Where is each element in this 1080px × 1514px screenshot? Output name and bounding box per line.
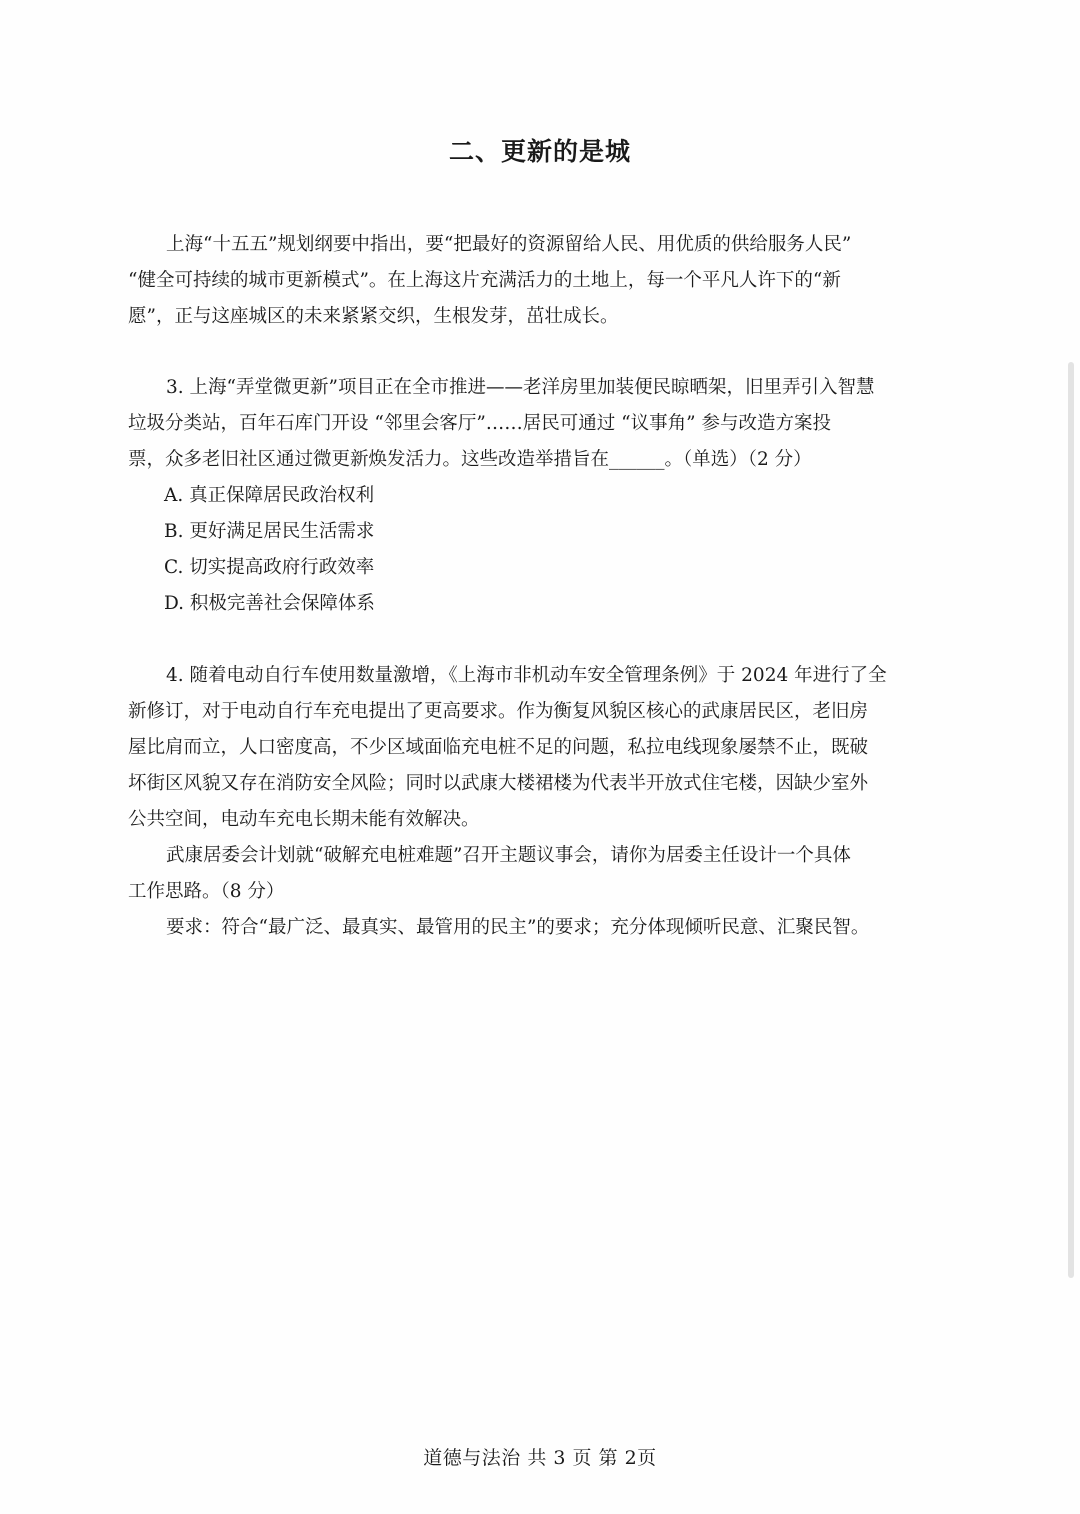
question-4 [128, 658, 933, 946]
question-3-line: 票，众多老旧社区通过微更新焕发活力。这些改造举措旨在______。（单选）（2 分） [128, 449, 812, 470]
question-4-line: 4. 随着电动自行车使用数量激增，《上海市非机动车安全管理条例》于 2024 年进行了全 [166, 665, 887, 686]
question-4-line: 屋比肩而立，人口密度高，不少区域面临充电桩不足的问题，私拉电线现象屡禁不止，既破 [128, 737, 869, 758]
question-3-line: 垃圾分类站，百年石库门开设 “邻里会客厅”……居民可通过 “议事角” 参与改造方案投 [128, 413, 831, 434]
option-a: A. 真正保障居民政治权利 [164, 485, 375, 506]
question-4-task-line: 武康居委会计划就“破解充电桩难题”召开主题议事会，请你为居委主任设计一个具体 [166, 845, 851, 866]
option-d: D. 积极完善社会保障体系 [164, 593, 375, 614]
question-3-line: 3. 上海“弄堂微更新”项目正在全市推进——老洋房里加装便民晾晒架，旧里弄引入智慧 [166, 377, 875, 398]
option-c: C. 切实提高政府行政效率 [164, 557, 375, 578]
question-4-line: 新修订，对于电动自行车充电提出了更高要求。作为衡复风貌区核心的武康居民区，老旧房 [128, 701, 869, 722]
question-4-requirement: 要求：符合“最广泛、最真实、最管用的民主”的要求；充分体现倾听民意、汇聚民智。 [166, 917, 870, 938]
question-3-options [128, 478, 933, 622]
question-4-line: 公共空间，电动车充电长期未能有效解决。 [128, 809, 480, 830]
question-4-line: 坏街区风貌又存在消防安全风险；同时以武康大楼裙楼为代表半开放式住宅楼，因缺少室外 [128, 773, 869, 794]
section-title: 二、更新的是城 [448, 137, 631, 166]
intro-line: “健全可持续的城市更新模式”。在上海这片充满活力的土地上，每一个平凡人许下的“新 [128, 270, 841, 291]
intro-paragraph [128, 227, 933, 335]
scrollbar[interactable] [1068, 362, 1074, 1278]
question-4-task-line: 工作思路。（8 分） [128, 881, 285, 902]
question-3 [128, 370, 933, 478]
page-footer: 道德与法治 共 3 页 第 2页 [423, 1447, 657, 1469]
option-b: B. 更好满足居民生活需求 [164, 521, 375, 542]
intro-line: 愿”，正与这座城区的未来紧紧交织，生根发芽，茁壮成长。 [128, 306, 619, 327]
intro-line: 上海“十五五”规划纲要中指出，要“把最好的资源留给人民、用优质的供给服务人民” [166, 234, 852, 255]
